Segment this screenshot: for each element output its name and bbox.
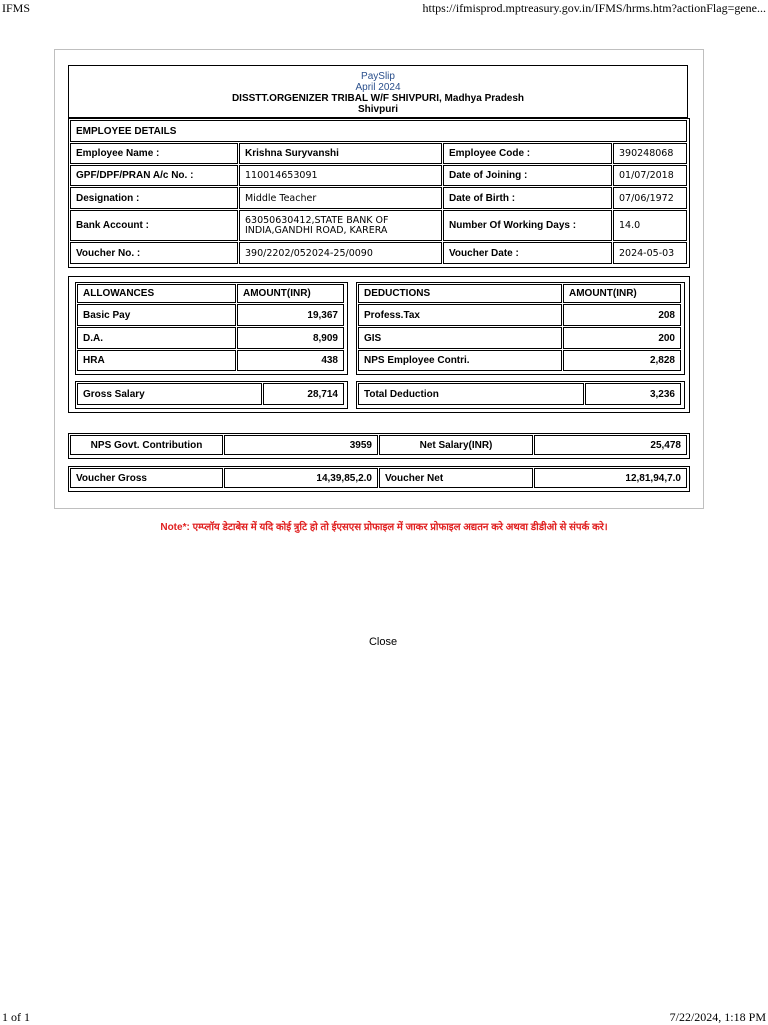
doj-label: Date of Joining : <box>443 165 612 186</box>
working-days-value: 14.0 <box>613 210 687 241</box>
voucher-gross-label: Voucher Gross <box>70 468 223 488</box>
gpf-label: GPF/DPF/PRAN A/c No. : <box>70 165 238 186</box>
print-footer <box>0 1008 768 1024</box>
net-salary-label: Net Salary(INR) <box>379 435 533 455</box>
employee-code-value: 390248068 <box>613 143 687 164</box>
allowances-header: ALLOWANCES <box>77 284 236 303</box>
employee-name-value: Krishna Suryvanshi <box>239 143 442 164</box>
payslip-month: April 2024 <box>355 82 401 93</box>
allowance-label: Basic Pay <box>77 304 236 326</box>
working-days-label: Number Of Working Days : <box>443 210 612 241</box>
bank-account-line-2: INDIA,GANDHI ROAD, KARERA <box>245 224 388 236</box>
payslip-title: PaySlip <box>361 71 395 82</box>
page-title: IFMS <box>2 1 31 15</box>
designation-value: Middle Teacher <box>239 187 442 209</box>
voucher-gross-value: 14,39,85,2.0 <box>224 468 378 488</box>
voucher-no-value: 390/2202/052024-25/0090 <box>239 242 442 264</box>
designation-label: Designation : <box>70 187 238 209</box>
bank-account-label: Bank Account : <box>70 210 238 241</box>
doj-value: 01/07/2018 <box>613 165 687 186</box>
deduction-amount: 200 <box>563 327 681 349</box>
page-url: https://ifmisprod.mptreasury.gov.in/IFMS/hrms.htm?actionFlag=gene... <box>422 1 766 15</box>
employee-name-label: Employee Name : <box>70 143 238 164</box>
net-salary-value: 25,478 <box>534 435 687 455</box>
deduction-label: NPS Employee Contri. <box>358 350 562 371</box>
deduction-amount: 2,828 <box>563 350 681 371</box>
deductions-amount-header: AMOUNT(INR) <box>563 284 681 303</box>
dob-label: Date of Birth : <box>443 187 612 209</box>
allowances-amount-header: AMOUNT(INR) <box>237 284 344 303</box>
office-city: Shivpuri <box>357 104 398 115</box>
total-deduction-label: Total Deduction <box>358 383 584 405</box>
deduction-label: GIS <box>358 327 562 349</box>
print-header <box>0 0 768 16</box>
payslip-header <box>68 65 688 118</box>
gross-salary-label: Gross Salary <box>77 383 262 405</box>
voucher-net-label: Voucher Net <box>379 468 533 488</box>
allowance-label: HRA <box>77 350 236 371</box>
employee-code-label: Employee Code : <box>443 143 612 164</box>
deduction-amount: 208 <box>563 304 681 326</box>
office-name: DISSTT.ORGENIZER TRIBAL W/F SHIVPURI, Madhya Pradesh <box>231 93 525 104</box>
bank-account-value <box>239 210 442 241</box>
print-datetime: 7/22/2024, 1:18 PM <box>669 1010 766 1024</box>
nps-govt-value: 3959 <box>224 435 378 455</box>
voucher-date-label: Voucher Date : <box>443 242 612 264</box>
allowance-amount: 8,909 <box>237 327 344 349</box>
total-deduction-value: 3,236 <box>585 383 681 405</box>
allowance-amount: 19,367 <box>237 304 344 326</box>
nps-govt-label: NPS Govt. Contribution <box>70 435 223 455</box>
gpf-value: 110014653091 <box>239 165 442 186</box>
voucher-no-label: Voucher No. : <box>70 242 238 264</box>
gross-salary-value: 28,714 <box>263 383 344 405</box>
deductions-header: DEDUCTIONS <box>358 284 562 303</box>
close-button[interactable]: Close <box>368 636 398 648</box>
employee-details-header: EMPLOYEE DETAILS <box>70 120 687 142</box>
bank-account-line-1: 63050630412,STATE BANK OF <box>245 214 389 226</box>
page-number: 1 of 1 <box>2 1010 30 1024</box>
voucher-date-value: 2024-05-03 <box>613 242 687 264</box>
voucher-net-value: 12,81,94,7.0 <box>534 468 687 488</box>
deduction-label: Profess.Tax <box>358 304 562 326</box>
allowance-amount: 438 <box>237 350 344 371</box>
allowance-label: D.A. <box>77 327 236 349</box>
dob-value: 07/06/1972 <box>613 187 687 209</box>
profile-update-note: Note*: एम्प्लॉय डेटाबेस में यदि कोई त्रुटि हो तो ईएसएस प्रोफाइल में जाकर प्रोफाइल अद्यतन करे अथवा डीडीओ से संपर्क करे। <box>160 522 608 533</box>
